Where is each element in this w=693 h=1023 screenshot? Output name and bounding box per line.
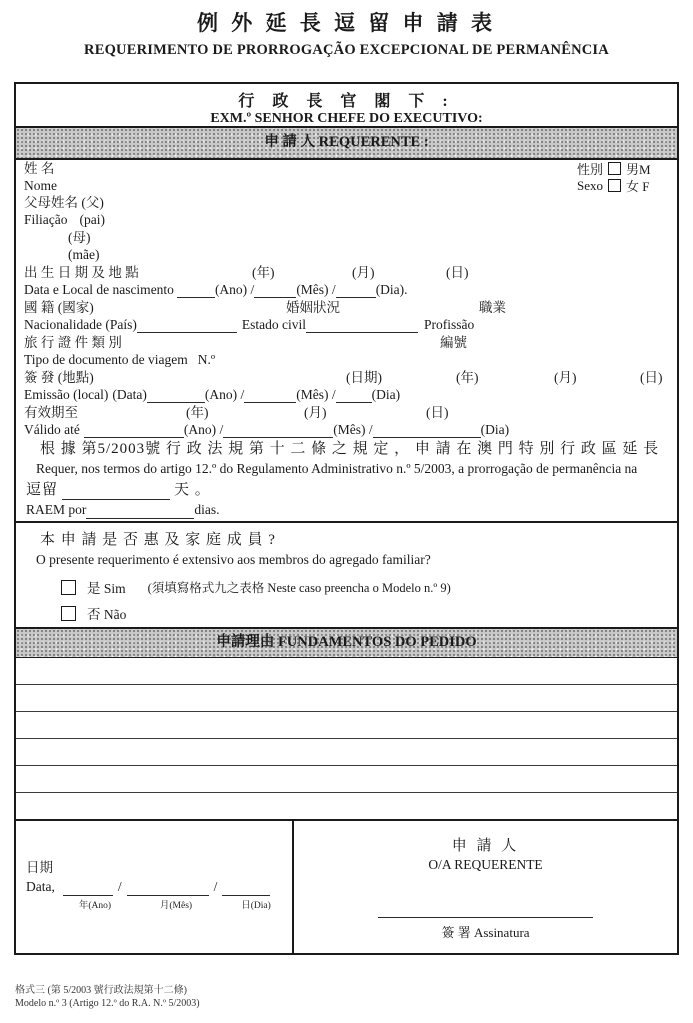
date-day-input-line[interactable]: [222, 883, 270, 896]
filiation-label-pt: Filiação: [24, 212, 68, 227]
footer-line-pt: Modelo n.º 3 (Artigo 12.º do R.A. N.º 5/2003): [15, 997, 200, 1009]
family-question-zh: 本 申 請 是 否 惠 及 家 庭 成 員 ?: [40, 532, 276, 548]
valid-month-input-line[interactable]: [223, 426, 333, 438]
salutation-pt: EXM.º SENHOR CHEFE DO EXECUTIVO:: [210, 111, 483, 126]
birth-day-zh: (日): [446, 265, 469, 280]
request-days-prefix-zh: 逗留: [26, 482, 59, 498]
applicant-label-zh: 申 請 人: [451, 838, 520, 854]
issue-year-zh: (年): [456, 370, 479, 385]
date-slash-1: /: [117, 879, 122, 894]
nationality-input-line[interactable]: [137, 321, 237, 333]
profession-label-zh: 職業: [479, 300, 506, 315]
form-title-pt: REQUERIMENTO DE PRORROGAÇÃO EXCEPCIONAL DE PERMANÊNCIA: [84, 42, 609, 58]
birth-day-pt: (Dia).: [375, 282, 408, 297]
filiation-mae-label: (mãe): [68, 247, 100, 262]
issue-month-zh: (月): [554, 370, 577, 385]
marital-input-line[interactable]: [306, 321, 418, 333]
date-year-input-line[interactable]: [63, 883, 113, 896]
form-main-box: [14, 82, 679, 955]
sex-female-label: 女 F: [626, 179, 650, 194]
grounds-line[interactable]: [16, 766, 677, 793]
issue-day-pt: (Dia): [371, 387, 401, 402]
signature-block: [16, 819, 677, 953]
family-section: [16, 523, 677, 629]
applicant-fields: [16, 160, 677, 437]
issue-year-input-line[interactable]: [244, 391, 296, 403]
profession-label-pt: Profissão: [423, 317, 475, 332]
travel-doc-label-pt: Tipo de documento de viagem: [24, 352, 188, 367]
valid-year-pt: (Ano) /: [183, 422, 224, 437]
request-section: [16, 432, 677, 523]
family-yes-note: (須填寫格式九之表格 Neste caso preencha o Modelo n.º 9): [147, 581, 451, 595]
date-label-pt: Data,: [26, 879, 55, 894]
marital-label-zh: 婚姻狀況: [286, 300, 340, 315]
issue-date-label-pt: (Data): [112, 387, 147, 402]
birth-label-zh: 出 生 日 期 及 地 點: [24, 265, 139, 280]
request-days-suffix-zh: 天 。: [174, 482, 211, 498]
date-day-sublabel: 日(Dia): [241, 901, 271, 911]
family-question-pt: O presente requerimento é extensivo aos membros do agregado familiar?: [36, 552, 431, 567]
issue-month-pt: (Mês) /: [296, 387, 336, 402]
grounds-writing-area: [16, 658, 677, 819]
nationality-label-pt: Nacionalidade (País): [24, 317, 137, 332]
birth-year-input-line[interactable]: [177, 286, 215, 298]
field-row-father: [24, 195, 667, 229]
grounds-line[interactable]: [16, 793, 677, 819]
request-text-zh: 根 據 第5/2003號 行 政 法 規 第 十 二 條 之 規 定 ， 申 請 在 澳 門 特 別 行 政 區 延 長: [40, 441, 660, 457]
applicant-section-header: 申 請 人 REQUERENTE :: [16, 128, 677, 160]
date-month-sublabel: 月(Mês): [159, 901, 193, 911]
field-row-valid: [24, 405, 667, 439]
birth-day-input-line[interactable]: [336, 286, 376, 298]
footer-line-zh: 格式三 (第 5/2003 號行政法規第十二條): [15, 985, 187, 996]
valid-day-zh: (日): [426, 405, 449, 420]
grounds-line[interactable]: [16, 685, 677, 712]
sex-male-label: 男M: [626, 162, 651, 177]
marital-label-pt: Estado civil: [241, 317, 306, 332]
family-no-label: 否 Não: [87, 607, 127, 622]
issue-date-label-zh: (日期): [346, 370, 382, 385]
request-days-prefix-pt: RAEM por: [26, 502, 87, 517]
issue-label-zh: 簽 發 (地點): [24, 370, 94, 385]
field-row-issue: [24, 370, 667, 404]
valid-label-pt: Válido até: [24, 422, 80, 437]
issue-month-input-line[interactable]: [336, 391, 372, 403]
birth-month-zh: (月): [352, 265, 375, 280]
date-cell: [16, 821, 294, 953]
issue-label-pt: Emissão (local): [24, 387, 109, 402]
family-yes-checkbox[interactable]: [61, 580, 76, 595]
signature-input-line[interactable]: [378, 917, 593, 918]
signature-label: 簽 署 Assinatura: [441, 925, 530, 940]
birth-month-input-line[interactable]: [254, 286, 296, 298]
birth-label-pt: Data e Local de nascimento: [24, 282, 174, 297]
days-input-line-pt[interactable]: [86, 505, 194, 519]
birth-year-pt: (Ano) /: [214, 282, 255, 297]
grounds-section-header: 申請理由 FUNDAMENTOS DO PEDIDO: [16, 629, 677, 658]
valid-day-pt: (Dia): [480, 422, 510, 437]
family-yes-label: 是 Sim: [87, 581, 126, 596]
doc-number-label-zh: 編號: [440, 335, 467, 350]
date-label-zh: 日期: [26, 860, 53, 875]
days-input-line-zh[interactable]: [62, 486, 170, 500]
field-row-travel-doc: [24, 335, 667, 369]
grounds-line[interactable]: [16, 658, 677, 685]
salutation-zh: 行 政 長 官 閣 下 :: [238, 93, 455, 110]
birth-month-pt: (Mês) /: [296, 282, 336, 297]
sex-male-checkbox[interactable]: [608, 162, 621, 175]
issue-date-input-line[interactable]: [147, 391, 205, 403]
issue-year-pt: (Ano) /: [204, 387, 245, 402]
salutation: [16, 84, 677, 128]
field-row-name: [24, 160, 667, 194]
sex-female-checkbox[interactable]: [608, 179, 621, 192]
family-no-checkbox[interactable]: [61, 606, 76, 621]
applicant-signature-cell: [294, 821, 677, 953]
valid-month-zh: (月): [304, 405, 327, 420]
field-row-mother: [24, 230, 667, 264]
field-row-nationality: [24, 300, 667, 334]
grounds-line[interactable]: [16, 712, 677, 739]
valid-month-pt: (Mês) /: [333, 422, 373, 437]
request-days-suffix-pt: dias.: [194, 502, 220, 517]
filiation-mu-label: (母): [68, 230, 91, 245]
date-slash-2: /: [213, 879, 218, 894]
issue-day-zh: (日): [640, 370, 663, 385]
form-footer: [15, 985, 200, 1010]
field-row-birth: [24, 265, 667, 299]
birth-year-zh: (年): [252, 265, 275, 280]
valid-year-input-line[interactable]: [84, 426, 184, 438]
date-year-sublabel: 年(Ano): [78, 901, 112, 911]
name-label-pt: Nome: [24, 178, 57, 193]
valid-year-zh: (年): [186, 405, 209, 420]
sex-label-zh: 性別: [577, 162, 604, 177]
filiation-label-zh: 父母姓名 (父): [24, 195, 104, 210]
date-month-input-line[interactable]: [127, 883, 209, 896]
request-text-pt: Requer, nos termos do artigo 12.º do Regulamento Administrativo n.º 5/2003, a prorrogação de permanência na: [36, 461, 638, 476]
valid-day-input-line[interactable]: [373, 426, 481, 438]
sex-label-pt: Sexo: [577, 177, 603, 193]
valid-label-zh: 有效期至: [24, 405, 78, 420]
applicant-label-pt: O/A REQUERENTE: [428, 857, 543, 872]
form-title-zh: 例 外 延 長 逗 留 申 請 表: [197, 11, 496, 35]
name-label-zh: 姓 名: [24, 161, 55, 176]
doc-number-label-pt: N.º: [197, 352, 216, 367]
filiation-pai-label: (pai): [79, 212, 105, 227]
travel-doc-label-zh: 旅 行 證 件 類 別: [24, 335, 122, 350]
grounds-line[interactable]: [16, 739, 677, 766]
nationality-label-zh: 國 籍 (國家): [24, 300, 94, 315]
